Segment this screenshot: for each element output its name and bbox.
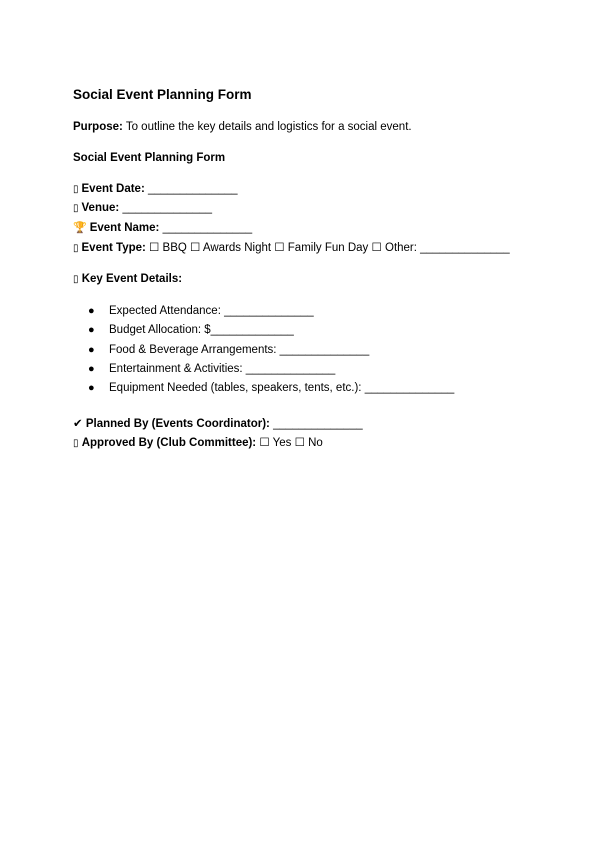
checkmark-icon: ✔ bbox=[73, 418, 83, 430]
bullet-icon: ● bbox=[88, 343, 95, 356]
approved-by-label: Approved By (Club Committee): bbox=[81, 437, 257, 449]
bullet-icon: ● bbox=[88, 382, 95, 395]
planned-by-line bbox=[73, 416, 363, 430]
approved-by-options[interactable]: ☐ Yes ☐ No bbox=[259, 437, 323, 449]
purpose-label: Purpose: bbox=[73, 121, 123, 133]
party-icon: ▯ bbox=[73, 243, 79, 254]
location-pin-icon: ▯ bbox=[73, 203, 79, 214]
purpose-line bbox=[73, 121, 412, 133]
list-item: ● Entertainment & Activities: ______________ bbox=[88, 362, 336, 375]
event-date-blank[interactable]: ______________ bbox=[148, 183, 238, 195]
clipboard-icon: ▯ bbox=[73, 274, 79, 285]
list-item: ● Food & Beverage Arrangements: ______________ bbox=[88, 343, 370, 356]
planned-by-blank[interactable]: ______________ bbox=[273, 418, 363, 430]
key-details-list bbox=[88, 305, 454, 401]
bullet-icon: ● bbox=[88, 305, 95, 317]
purpose-text: To outline the key details and logistics for a social event. bbox=[125, 121, 412, 133]
key-details-heading-text: Key Event Details: bbox=[81, 273, 183, 285]
approval-icon: ▯ bbox=[73, 438, 79, 449]
approved-by-line bbox=[73, 435, 323, 449]
bullet-icon: ● bbox=[88, 324, 95, 337]
calendar-icon: ▯ bbox=[73, 184, 79, 195]
list-item: ● Expected Attendance: ______________ bbox=[88, 305, 314, 317]
event-name-field bbox=[73, 221, 252, 234]
event-name-blank[interactable]: ______________ bbox=[162, 222, 253, 234]
venue-label: Venue: bbox=[81, 202, 120, 214]
venue-field bbox=[73, 202, 212, 214]
event-date-field bbox=[73, 183, 238, 195]
document-title: Social Event Planning Form bbox=[73, 87, 252, 102]
event-type-label: Event Type: bbox=[81, 242, 146, 254]
key-details-heading bbox=[73, 273, 182, 285]
planned-by-label: Planned By (Events Coordinator): bbox=[85, 418, 270, 430]
event-name-label: Event Name: bbox=[89, 222, 160, 234]
list-item: ● Budget Allocation: $_____________ bbox=[88, 324, 294, 337]
event-date-label: Event Date: bbox=[81, 183, 145, 195]
form-subtitle: Social Event Planning Form bbox=[73, 152, 226, 164]
event-type-field bbox=[73, 240, 510, 254]
venue-blank[interactable]: ______________ bbox=[122, 202, 212, 214]
event-type-options[interactable]: ☐ BBQ ☐ Awards Night ☐ Family Fun Day ☐ Other: ______________ bbox=[149, 242, 510, 254]
trophy-icon: 🏆 bbox=[73, 222, 87, 234]
list-item: ● Equipment Needed (tables, speakers, tents, etc.): ______________ bbox=[88, 382, 455, 395]
bullet-icon: ● bbox=[88, 362, 95, 375]
